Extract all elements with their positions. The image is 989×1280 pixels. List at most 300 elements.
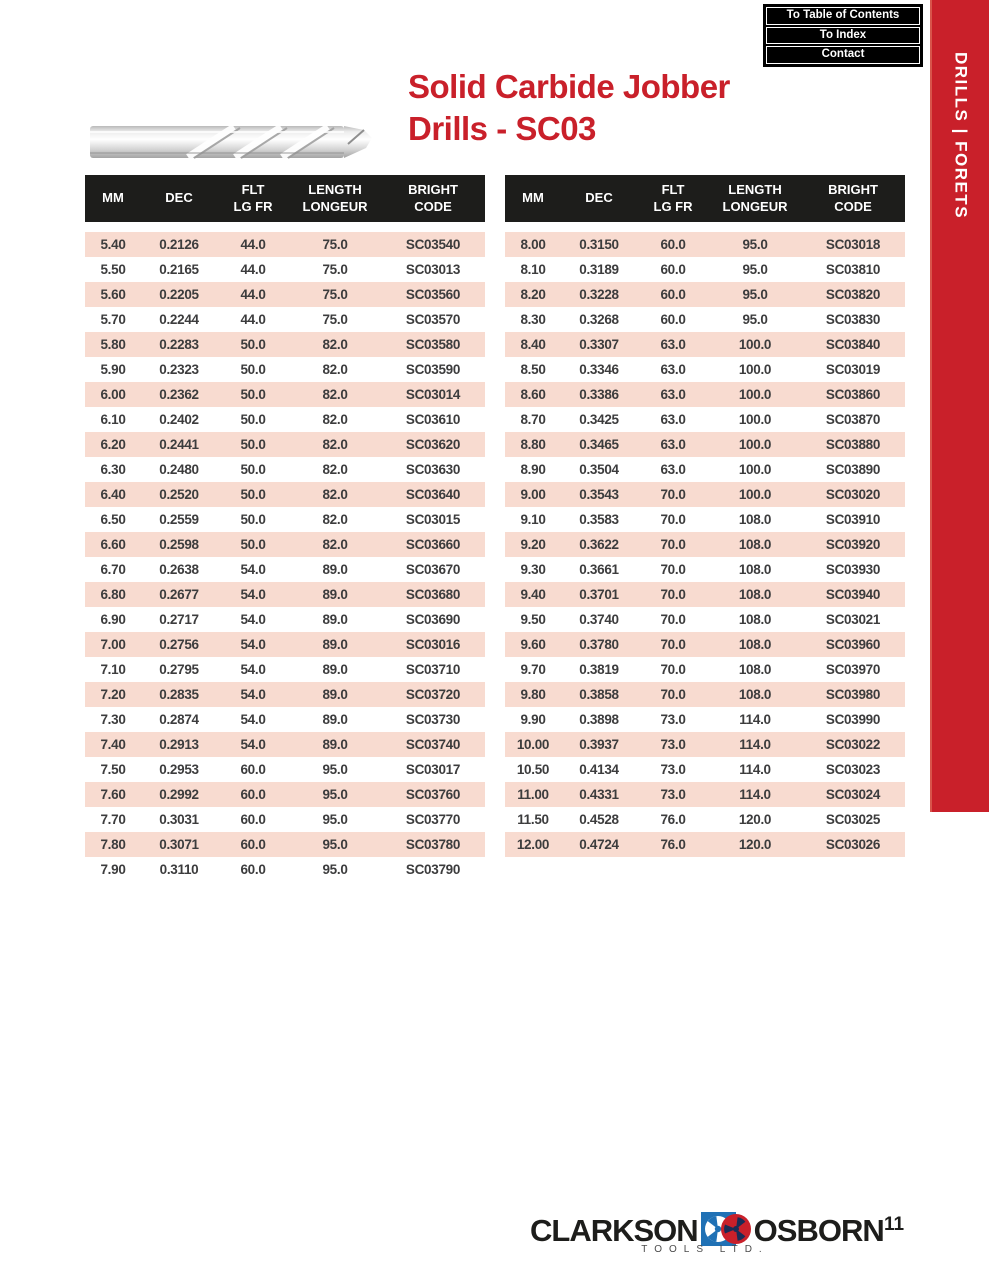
col-header-flt: FLT LG FR [233,181,273,214]
table-cell: 8.40 [520,337,546,352]
table-cell: 6.50 [100,512,126,527]
table-cell: 76.0 [660,812,686,827]
table-cell: 8.30 [520,312,546,327]
table-cell: 100.0 [738,337,772,352]
table-cell: 44.0 [240,237,266,252]
table-cell: 0.3622 [579,537,619,552]
table-cell: SC03013 [405,262,461,277]
table-body-left [85,232,485,882]
table-cell: 0.3819 [579,662,619,677]
table-cell: 11.00 [517,787,549,802]
table-cell: 108.0 [738,687,772,702]
table-cell: SC03580 [405,337,461,352]
table-cell: 0.3268 [579,312,619,327]
drill-bit-image [88,110,374,164]
table-row [85,707,485,732]
table-cell: SC03940 [825,587,881,602]
table-cell: 70.0 [660,587,686,602]
table-cell: 60.0 [660,312,686,327]
table-cell: 82.0 [322,362,348,377]
table-cell: 50.0 [240,362,266,377]
table-cell: 82.0 [322,487,348,502]
table-cell: SC03021 [825,612,881,627]
table-row [85,407,485,432]
table-cell: SC03019 [825,362,881,377]
table-cell: 0.3740 [579,612,619,627]
table-cell: 82.0 [322,537,348,552]
page-title-line2: Drills - SC03 [408,110,596,148]
table-cell: 7.20 [100,687,126,702]
table-cell: 0.2165 [159,262,199,277]
table-cell: 0.3386 [579,387,619,402]
table-row [85,307,485,332]
table-cell: 0.3780 [579,637,619,652]
table-row [505,657,905,682]
table-cell: 0.3031 [159,812,199,827]
table-cell: 120.0 [738,837,772,852]
table-row [505,632,905,657]
table-row [505,682,905,707]
table-cell: 63.0 [660,462,686,477]
table-cell: SC03540 [405,237,461,252]
table-cell: SC03014 [405,387,461,402]
table-cell: 70.0 [660,637,686,652]
table-cell: SC03660 [405,537,461,552]
table-cell: 100.0 [738,412,772,427]
drill-spec-table-left [85,175,485,882]
table-cell: 120.0 [738,812,772,827]
table-cell: SC03860 [825,387,881,402]
section-side-tab [930,0,989,812]
table-cell: 63.0 [660,337,686,352]
table-row [85,507,485,532]
col-header-mm: MM [102,190,124,206]
table-cell: 89.0 [322,662,348,677]
table-cell: 0.2638 [159,562,199,577]
table-cell: 8.00 [520,237,546,252]
table-cell: 0.3307 [579,337,619,352]
table-row [85,582,485,607]
table-cell: 0.3071 [159,837,199,852]
table-cell: 0.2480 [159,462,199,477]
table-cell: 89.0 [322,737,348,752]
table-cell: 114.0 [739,762,771,777]
table-cell: 54.0 [240,612,266,627]
table-cell: 10.00 [516,737,550,752]
table-cell: 5.50 [100,262,126,277]
table-cell: 8.60 [520,387,546,402]
table-cell: 82.0 [322,337,348,352]
table-cell: SC03610 [405,412,461,427]
table-cell: 8.80 [520,437,546,452]
table-cell: SC03620 [405,437,461,452]
table-cell: 9.30 [520,562,546,577]
table-cell: SC03670 [405,562,461,577]
table-cell: 0.4528 [579,812,619,827]
table-cell: 7.80 [100,837,126,852]
table-cell: 50.0 [240,387,266,402]
table-cell: 60.0 [660,262,686,277]
table-row [505,732,905,757]
table-cell: SC03710 [405,662,461,677]
table-cell: 75.0 [322,237,348,252]
table-cell: 89.0 [322,687,348,702]
page-title [408,66,828,150]
table-cell: SC03820 [825,287,881,302]
table-row [505,757,905,782]
table-cell: 12.00 [516,837,550,852]
table-cell: SC03024 [825,787,881,802]
table-cell: 0.3701 [579,587,619,602]
table-cell: 70.0 [660,537,686,552]
table-cell: 0.2835 [159,687,199,702]
table-row [505,457,905,482]
table-cell: 8.20 [520,287,546,302]
table-cell: SC03016 [405,637,461,652]
table-cell: SC03980 [825,687,881,702]
table-row [505,307,905,332]
table-row [85,657,485,682]
table-cell: 60.0 [660,287,686,302]
table-cell: 6.00 [100,387,126,402]
col-header-dec: DEC [585,190,613,206]
table-cell: 9.60 [520,637,546,652]
table-cell: 7.40 [100,737,126,752]
table-row [505,507,905,532]
table-cell: 95.0 [742,312,768,327]
table-cell: 75.0 [322,287,348,302]
table-cell: 108.0 [738,612,772,627]
table-cell: 0.2362 [159,387,199,402]
table-cell: 9.00 [520,487,546,502]
table-header [85,175,485,222]
table-cell: SC03730 [405,712,461,727]
table-cell: 70.0 [660,562,686,577]
table-cell: SC03026 [825,837,881,852]
table-cell: 6.30 [100,462,126,477]
table-cell: 0.4134 [579,762,619,777]
table-cell: 9.40 [520,587,546,602]
page-title-line1: Solid Carbide Jobber [408,68,730,105]
nav-to-table-of-contents[interactable]: To Table of Contents [766,7,920,25]
table-cell: 100.0 [738,437,772,452]
table-cell: 75.0 [322,262,348,277]
col-header-bright-code: BRIGHT CODE [408,181,458,214]
table-cell: 100.0 [738,387,772,402]
table-row [85,757,485,782]
table-cell: 89.0 [322,612,348,627]
table-cell: 63.0 [660,437,686,452]
table-cell: SC03880 [825,437,881,452]
col-header-dec: DEC [165,190,193,206]
table-cell: 100.0 [738,462,772,477]
table-cell: 114.0 [739,737,771,752]
table-cell: 11.50 [517,812,549,827]
table-cell: 10.50 [516,762,550,777]
table-cell: 70.0 [660,612,686,627]
table-cell: 54.0 [240,587,266,602]
table-cell: 0.2717 [159,612,199,627]
table-cell: 95.0 [742,287,768,302]
table-cell: 7.00 [100,637,126,652]
table-row [85,257,485,282]
table-cell: 5.80 [100,337,126,352]
table-cell: SC03022 [825,737,881,752]
table-cell: 60.0 [240,812,266,827]
table-cell: 0.3228 [579,287,619,302]
table-cell: 0.2992 [159,787,199,802]
table-row [85,807,485,832]
table-cell: SC03680 [405,587,461,602]
table-cell: 76.0 [660,837,686,852]
table-cell: SC03830 [825,312,881,327]
table-cell: SC03690 [405,612,461,627]
table-cell: 9.80 [520,687,546,702]
table-cell: 0.3189 [579,262,619,277]
table-cell: SC03870 [825,412,881,427]
table-cell: 44.0 [240,262,266,277]
table-cell: 6.70 [100,562,126,577]
table-cell: 50.0 [240,337,266,352]
table-cell: 95.0 [322,812,348,827]
table-cell: 54.0 [240,637,266,652]
table-cell: 95.0 [322,862,348,877]
table-cell: 0.2953 [159,762,199,777]
table-cell: 73.0 [660,737,686,752]
table-cell: 60.0 [660,237,686,252]
table-cell: SC03560 [405,287,461,302]
table-cell: 0.3583 [579,512,619,527]
nav-contact[interactable]: Contact [766,46,920,64]
table-cell: 82.0 [322,512,348,527]
table-cell: SC03020 [825,487,881,502]
table-cell: 8.10 [520,262,546,277]
brand-osborn: OSBORN [753,1212,884,1248]
table-cell: SC03025 [825,812,881,827]
table-cell: 54.0 [240,662,266,677]
table-cell: SC03780 [405,837,461,852]
table-cell: 50.0 [240,487,266,502]
table-cell: 60.0 [240,862,266,877]
table-cell: 60.0 [240,762,266,777]
table-cell: 0.2126 [159,237,199,252]
table-cell: 100.0 [738,362,772,377]
table-cell: 108.0 [738,637,772,652]
table-row [85,832,485,857]
table-cell: 8.70 [520,412,546,427]
nav-to-index[interactable]: To Index [766,27,920,45]
table-row [505,232,905,257]
section-side-tab-label: DRILLS | FORETS [951,52,971,220]
table-cell: SC03640 [405,487,461,502]
table-cell: 114.0 [739,787,771,802]
brand-clarkson: CLARKSON [530,1212,698,1248]
table-cell: 95.0 [322,762,348,777]
table-cell: 5.60 [100,287,126,302]
table-cell: 6.10 [100,412,126,427]
table-cell: 89.0 [322,712,348,727]
table-cell: 7.70 [100,812,126,827]
table-cell: 75.0 [322,312,348,327]
table-cell: SC03920 [825,537,881,552]
table-cell: SC03015 [405,512,461,527]
table-row [505,332,905,357]
table-cell: 0.2402 [159,412,199,427]
table-cell: 7.60 [100,787,126,802]
table-cell: 0.3465 [579,437,619,452]
table-cell: 6.40 [100,487,126,502]
table-cell: 73.0 [660,712,686,727]
table-row [505,482,905,507]
table-cell: 0.3425 [579,412,619,427]
table-cell: 82.0 [322,462,348,477]
table-row [505,582,905,607]
table-cell: SC03017 [405,762,461,777]
table-cell: 0.4331 [579,787,619,802]
table-row [85,857,485,882]
table-cell: 73.0 [660,762,686,777]
table-cell: 108.0 [738,512,772,527]
table-cell: 0.2756 [159,637,199,652]
table-cell: 0.4724 [579,837,619,852]
table-cell: 0.2874 [159,712,199,727]
table-cell: 108.0 [738,662,772,677]
table-cell: SC03990 [825,712,881,727]
table-cell: 89.0 [322,637,348,652]
page-number: 11 [884,1214,905,1235]
table-cell: 70.0 [660,512,686,527]
table-row [505,532,905,557]
table-cell: SC03810 [825,262,881,277]
table-cell: 60.0 [240,837,266,852]
table-cell: 9.20 [520,537,546,552]
col-header-flt: FLT LG FR [653,181,693,214]
table-row [505,782,905,807]
table-cell: 44.0 [240,312,266,327]
table-cell: 108.0 [738,537,772,552]
table-cell: 54.0 [240,712,266,727]
table-cell: 0.3543 [579,487,619,502]
table-cell: 9.90 [520,712,546,727]
table-cell: 89.0 [322,562,348,577]
table-row [85,432,485,457]
table-cell: 63.0 [660,387,686,402]
table-cell: 108.0 [738,587,772,602]
table-cell: 100.0 [738,487,772,502]
table-cell: 63.0 [660,412,686,427]
table-cell: 54.0 [240,737,266,752]
table-header [505,175,905,222]
table-cell: 95.0 [742,237,768,252]
table-cell: 82.0 [322,412,348,427]
table-cell: 114.0 [739,712,771,727]
table-cell: 8.50 [520,362,546,377]
table-row [505,557,905,582]
col-header-length: LENGTH LONGEUR [302,181,368,214]
table-row [85,457,485,482]
table-cell: 6.80 [100,587,126,602]
table-row [505,407,905,432]
table-cell: 0.3346 [579,362,619,377]
table-row [85,332,485,357]
table-cell: 82.0 [322,437,348,452]
table-cell: 7.30 [100,712,126,727]
table-row [85,382,485,407]
table-row [85,357,485,382]
table-cell: 6.90 [100,612,126,627]
table-cell: 0.2244 [159,312,199,327]
col-header-mm: MM [522,190,544,206]
table-row [505,257,905,282]
table-row [85,732,485,757]
table-cell: 89.0 [322,587,348,602]
table-cell: 108.0 [738,562,772,577]
table-cell: 0.2441 [159,437,199,452]
table-row [85,632,485,657]
col-header-bright-code: BRIGHT CODE [828,181,878,214]
table-cell: 7.10 [100,662,126,677]
table-cell: SC03760 [405,787,461,802]
table-cell: 0.3858 [579,687,619,702]
table-row [85,682,485,707]
table-cell: SC03590 [405,362,461,377]
table-cell: SC03890 [825,462,881,477]
table-row [505,707,905,732]
table-cell: SC03840 [825,337,881,352]
table-cell: 44.0 [240,287,266,302]
table-cell: 0.3504 [579,462,619,477]
table-cell: 6.60 [100,537,126,552]
table-cell: SC03910 [825,512,881,527]
table-cell: 0.2677 [159,587,199,602]
table-cell: 7.90 [100,862,126,877]
table-cell: SC03630 [405,462,461,477]
table-cell: 5.90 [100,362,126,377]
table-cell: 6.20 [100,437,126,452]
table-cell: 0.2283 [159,337,199,352]
table-cell: 60.0 [240,787,266,802]
table-cell: 50.0 [240,412,266,427]
table-cell: SC03770 [405,812,461,827]
table-cell: 9.70 [520,662,546,677]
table-cell: 70.0 [660,662,686,677]
table-cell: 50.0 [240,512,266,527]
table-cell: 0.3150 [579,237,619,252]
table-cell: 0.2598 [159,537,199,552]
table-cell: 0.3110 [159,862,199,877]
table-cell: 9.50 [520,612,546,627]
table-cell: 95.0 [322,787,348,802]
table-row [85,532,485,557]
table-cell: 0.3898 [579,712,619,727]
table-cell: 0.2205 [159,287,199,302]
table-row [505,607,905,632]
table-cell: 54.0 [240,562,266,577]
table-row [85,282,485,307]
table-cell: 70.0 [660,487,686,502]
table-cell: 0.3661 [579,562,619,577]
table-cell: 0.2795 [159,662,199,677]
table-cell: 95.0 [742,262,768,277]
table-cell: 0.2913 [159,737,199,752]
table-cell: 54.0 [240,687,266,702]
table-row [85,607,485,632]
table-cell: 0.2323 [159,362,199,377]
table-cell: 0.2520 [159,487,199,502]
table-cell: SC03720 [405,687,461,702]
nav-button-group [763,4,923,67]
table-cell: 95.0 [322,837,348,852]
